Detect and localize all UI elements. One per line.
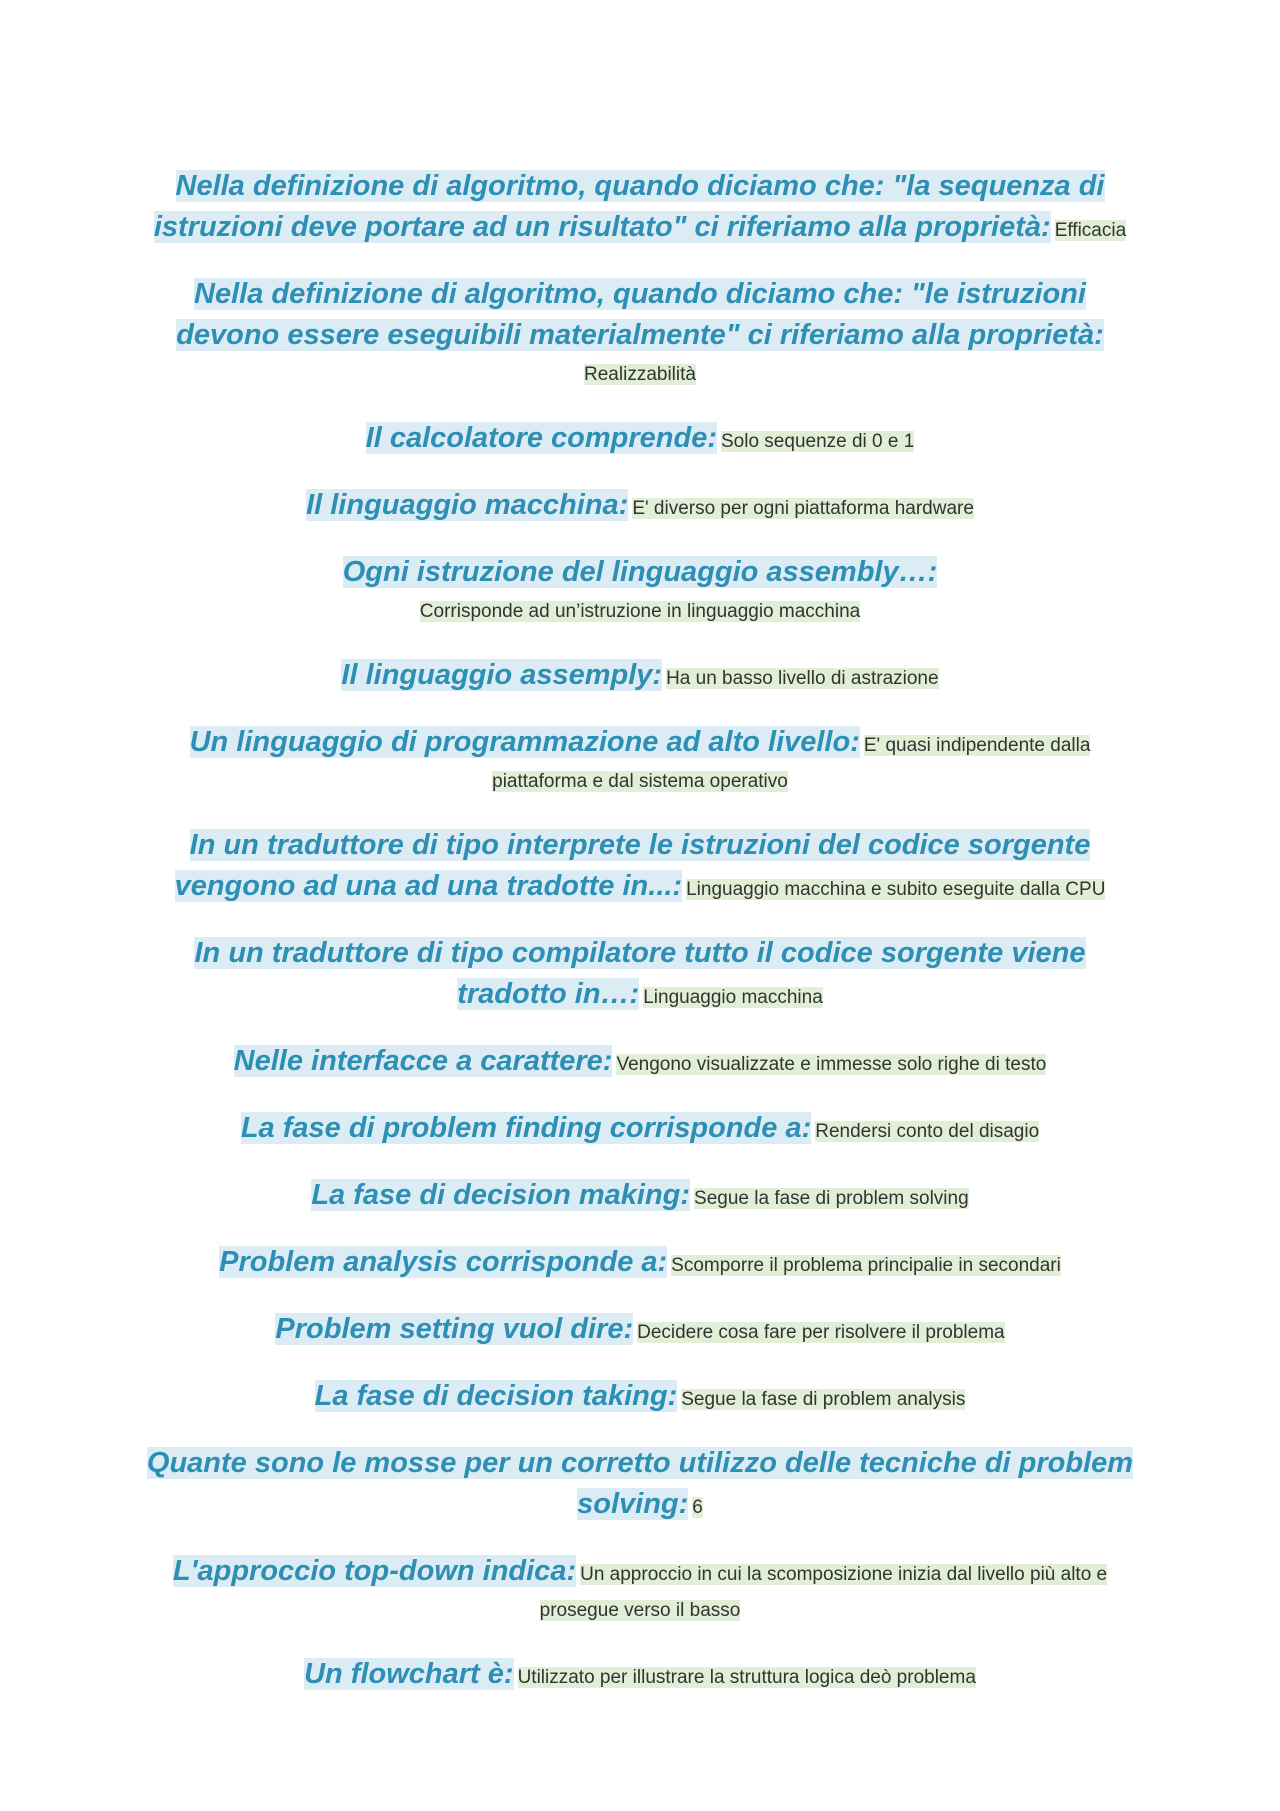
answer-text: Segue la fase di problem solving xyxy=(694,1188,969,1209)
qa-item xyxy=(140,827,1140,909)
answer-text: Segue la fase di problem analysis xyxy=(681,1389,966,1410)
question-text: Problem setting vuol dire: xyxy=(275,1313,634,1345)
answer-text: Linguaggio macchina e subito eseguite dalla CPU xyxy=(686,879,1106,900)
qa-item xyxy=(140,276,1140,394)
question-text: L'approccio top-down indica: xyxy=(172,1555,577,1587)
answer-text: E' diverso per ogni piattaforma hardware xyxy=(632,498,974,519)
question-text: Un flowchart è: xyxy=(304,1658,514,1690)
qa-item xyxy=(140,1177,1140,1218)
question-text: Ogni istruzione del linguaggio assembly…: xyxy=(342,556,938,588)
question-text: Problem analysis corrisponde a: xyxy=(219,1246,668,1278)
question-text: Un linguaggio di programmazione ad alto livello: xyxy=(189,726,860,758)
answer-text: Decidere cosa fare per risolvere il problema xyxy=(637,1322,1005,1343)
question-text: La fase di decision taking: xyxy=(314,1380,678,1412)
qa-item xyxy=(140,487,1140,528)
qa-item xyxy=(140,1378,1140,1419)
question-text: In un traduttore di tipo compilatore tutto il codice sorgente viene tradotto in…: xyxy=(194,937,1086,1010)
question-text: La fase di problem finding corrisponde a: xyxy=(240,1112,812,1144)
answer-text: Solo sequenze di 0 e 1 xyxy=(721,431,915,452)
answer-text: Corrisponde ad un’istruzione in linguaggio macchina xyxy=(419,601,861,622)
answer-text: Linguaggio macchina xyxy=(643,987,823,1008)
qa-item xyxy=(140,554,1140,631)
answer-text: Efficacia xyxy=(1054,220,1127,241)
question-text: Nelle interfacce a carattere: xyxy=(233,1045,613,1077)
question-text: Nella definizione di algoritmo, quando diciamo che: "le istruzioni devono essere eseguibili materialmente" ci riferiamo alla proprietà: xyxy=(176,278,1104,351)
answer-text: E' quasi indipendente dalla piattaforma e dal sistema operativo xyxy=(492,735,1091,792)
qa-item xyxy=(140,1043,1140,1084)
qa-item xyxy=(140,935,1140,1017)
answer-text: Vengono visualizzate e immesse solo righe di testo xyxy=(616,1054,1047,1075)
question-text: Il linguaggio macchina: xyxy=(306,489,629,521)
answer-text: Scomporre il problema principalie in secondari xyxy=(671,1255,1061,1276)
question-text: Il calcolatore comprende: xyxy=(365,422,717,454)
question-text: Quante sono le mosse per un corretto utilizzo delle tecniche di problem solving: xyxy=(146,1447,1134,1520)
qa-item xyxy=(140,1110,1140,1151)
answer-text: 6 xyxy=(692,1497,703,1518)
answer-text: Rendersi conto del disagio xyxy=(815,1121,1040,1142)
qa-item xyxy=(140,1553,1140,1630)
question-text: La fase di decision making: xyxy=(311,1179,691,1211)
qa-item xyxy=(140,1445,1140,1527)
qa-item xyxy=(140,1244,1140,1285)
answer-text: Realizzabilità xyxy=(584,364,696,385)
qa-item xyxy=(140,168,1140,250)
quiz-document xyxy=(140,168,1140,1723)
qa-item xyxy=(140,657,1140,698)
question-text: Nella definizione di algoritmo, quando diciamo che: "la sequenza di istruzioni deve portare ad un risultato" ci riferiamo alla proprietà: xyxy=(153,170,1105,243)
question-text: In un traduttore di tipo interprete le istruzioni del codice sorgente vengono ad una ad una tradotte in...: xyxy=(174,829,1091,902)
answer-text: Utilizzato per illustrare la struttura logica deò problema xyxy=(517,1667,976,1688)
answer-text: Ha un basso livello di astrazione xyxy=(666,668,939,689)
answer-text: Un approccio in cui la scomposizione inizia dal livello più alto e prosegue verso il basso xyxy=(539,1564,1108,1621)
question-text: Il linguaggio assemply: xyxy=(341,659,663,691)
qa-item xyxy=(140,1656,1140,1697)
qa-item xyxy=(140,724,1140,801)
qa-item xyxy=(140,420,1140,461)
qa-item xyxy=(140,1311,1140,1352)
